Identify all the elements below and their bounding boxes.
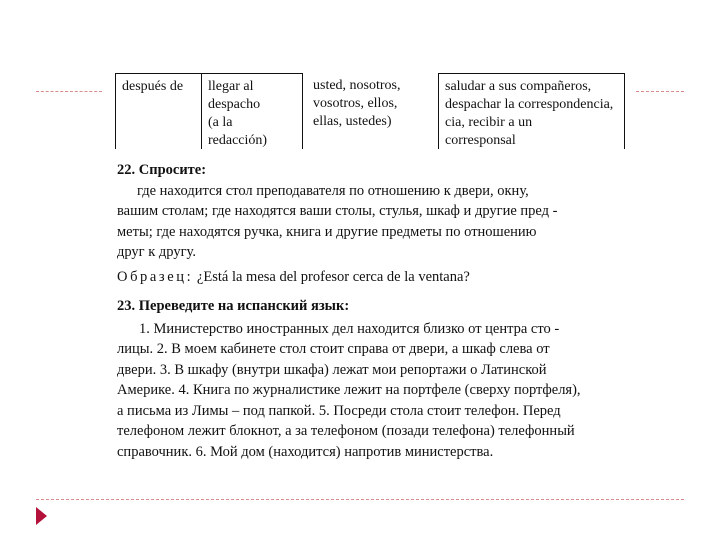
exercise-22: [117, 160, 629, 287]
triangle-arrow-icon: [36, 507, 47, 525]
exercise-line: 1. Министерство иностранных дел находится близко от центра сто -: [139, 320, 560, 337]
table-cell: [115, 73, 201, 149]
cell-line: despachar la correspondencia,: [445, 97, 614, 112]
sample-line: [117, 267, 629, 288]
cell-line: (a la: [208, 115, 233, 130]
exercise-line: двери. 3. В шкафу (внутри шкафа) лежат мои репортажи о Латинской: [117, 361, 547, 378]
cell-line: llegar al: [208, 79, 254, 94]
cell-line: después de: [122, 79, 184, 94]
cell-line: redacción): [208, 133, 268, 148]
exercise-line: вашим столам; где находятся ваши столы, стулья, шкаф и другие пред -: [117, 203, 558, 219]
exercise-line: лицы. 2. В моем кабинете стол стоит справа от двери, а шкаф слева от: [117, 341, 550, 357]
exercise-line: где находится стол преподавателя по отношению к двери, окну,: [137, 182, 529, 199]
exercise-heading: 22. Спросите:: [117, 162, 207, 178]
exercise-line: телефоном лежит блокнот, а за телефоном (позади телефона) телефонный: [117, 423, 575, 439]
cell-line: usted, nosotros,: [313, 78, 401, 93]
exercise-heading: 23. Переведите на испанский язык:: [117, 298, 350, 314]
decorative-dash-line: [36, 499, 684, 500]
sample-sentence: ¿Está la mesa del profesor cerca de la ventana?: [193, 268, 470, 285]
cell-line: corresponsal: [445, 133, 516, 148]
table-cell: [307, 73, 435, 149]
cell-line: cia, recibir a un: [445, 115, 533, 130]
sample-label: Образец:: [117, 268, 194, 285]
cell-line: ellas, ustedes): [313, 114, 392, 129]
decorative-dash-line: [636, 91, 684, 92]
exercise-line: а письма из Лимы – под папкой. 5. Посреди стола стоит телефон. Перед: [117, 402, 561, 419]
decorative-dash-line: [36, 91, 102, 92]
exercise-23: [117, 296, 629, 462]
table-cell: [438, 73, 625, 149]
table-cell: [201, 73, 303, 149]
cell-line: saludar a sus compañeros,: [445, 79, 592, 94]
cell-line: despacho: [208, 97, 261, 112]
cell-line: vosotros, ellos,: [313, 96, 398, 111]
exercise-line: Америке. 4. Книга по журналистике лежит на портфеле (сверху портфеля),: [117, 382, 581, 398]
exercise-line: меты; где находятся ручка, книга и другие предметы по отношению: [117, 223, 537, 240]
exercise-line: друг к другу.: [117, 244, 196, 260]
exercise-line: справочник. 6. Мой дом (находится) напротив министерства.: [117, 443, 494, 460]
